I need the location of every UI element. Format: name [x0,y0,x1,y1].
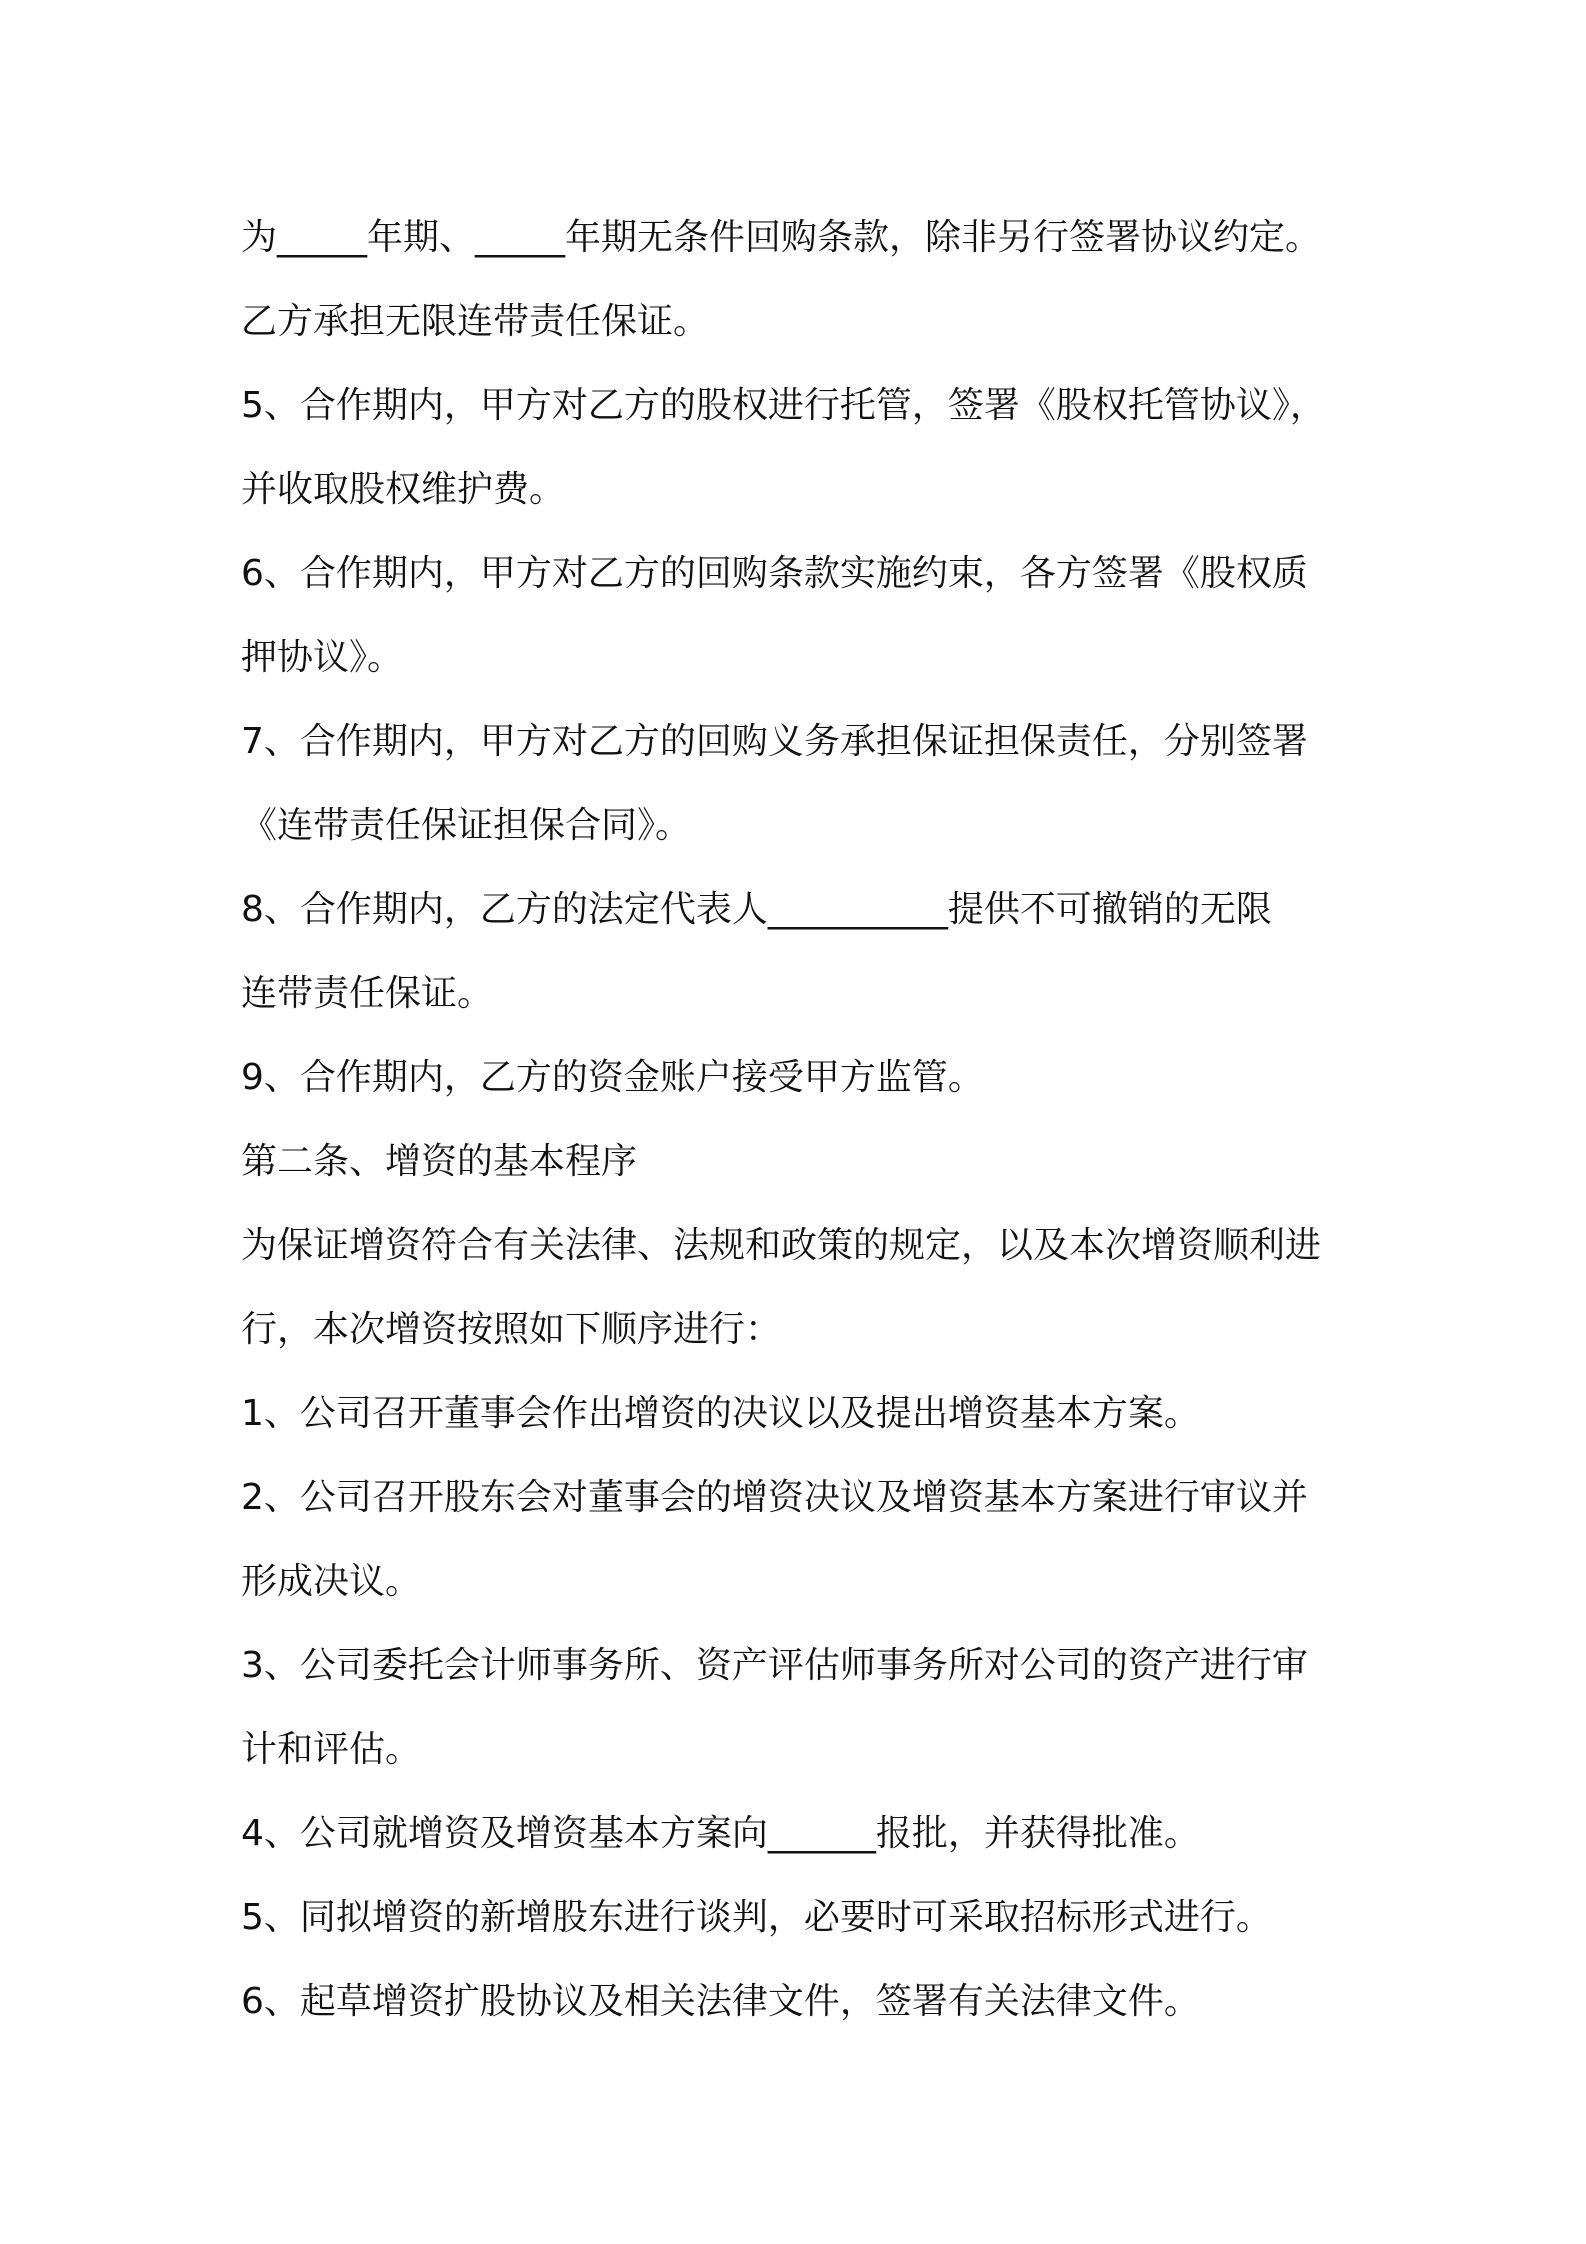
text-line: 3、公司委托会计师事务所、资产评估师事务所对公司的资产进行审 [241,1645,1308,1686]
text-line: 为保证增资符合有关法律、法规和政策的规定，以及本次增资顺利进 [241,1225,1322,1266]
text-line: 乙方承担无限连带责任保证。 [241,301,710,342]
text-line: 6、起草增资扩股协议及相关法律文件，签署有关法律文件。 [241,1981,1200,2022]
text-line: 押协议》。 [241,637,404,678]
text-line: 5、同拟增资的新增股东进行谈判，必要时可采取招标形式进行。 [241,1897,1272,1938]
document-body [241,196,1371,2044]
text-line: 4、公司就增资及增资基本方案向______报批，并获得批准。 [241,1813,1200,1854]
text-line: 6、合作期内，甲方对乙方的回购条款实施约束，各方签署《股权质 [241,553,1308,594]
text-line: 2、公司召开股东会对董事会的增资决议及增资基本方案进行审议并 [241,1477,1308,1518]
text-line: 形成决议。 [241,1561,422,1602]
text-line: 并收取股权维护费。 [241,469,566,510]
text-line: 7、合作期内，甲方对乙方的回购义务承担保证担保责任，分别签署 [241,721,1308,762]
text-line: 8、合作期内，乙方的法定代表人__________提供不可撤销的无限 [241,889,1272,930]
text-line: 计和评估。 [241,1729,422,1770]
text-line: 为_____年期、_____年期无条件回购条款，除非另行签署协议约定。 [241,217,1322,258]
text-line: 行，本次增资按照如下顺序进行： [241,1309,782,1350]
text-line: 连带责任保证。 [241,973,494,1014]
text-line: 9、合作期内，乙方的资金账户接受甲方监管。 [241,1057,984,1098]
text-line: 5、合作期内，甲方对乙方的股权进行托管，签署《股权托管协议》， [241,385,1326,426]
section-heading: 第二条、增资的基本程序 [241,1141,638,1182]
text-line: 1、公司召开董事会作出增资的决议以及提出增资基本方案。 [241,1393,1200,1434]
text-line: 《连带责任保证担保合同》。 [241,805,692,846]
